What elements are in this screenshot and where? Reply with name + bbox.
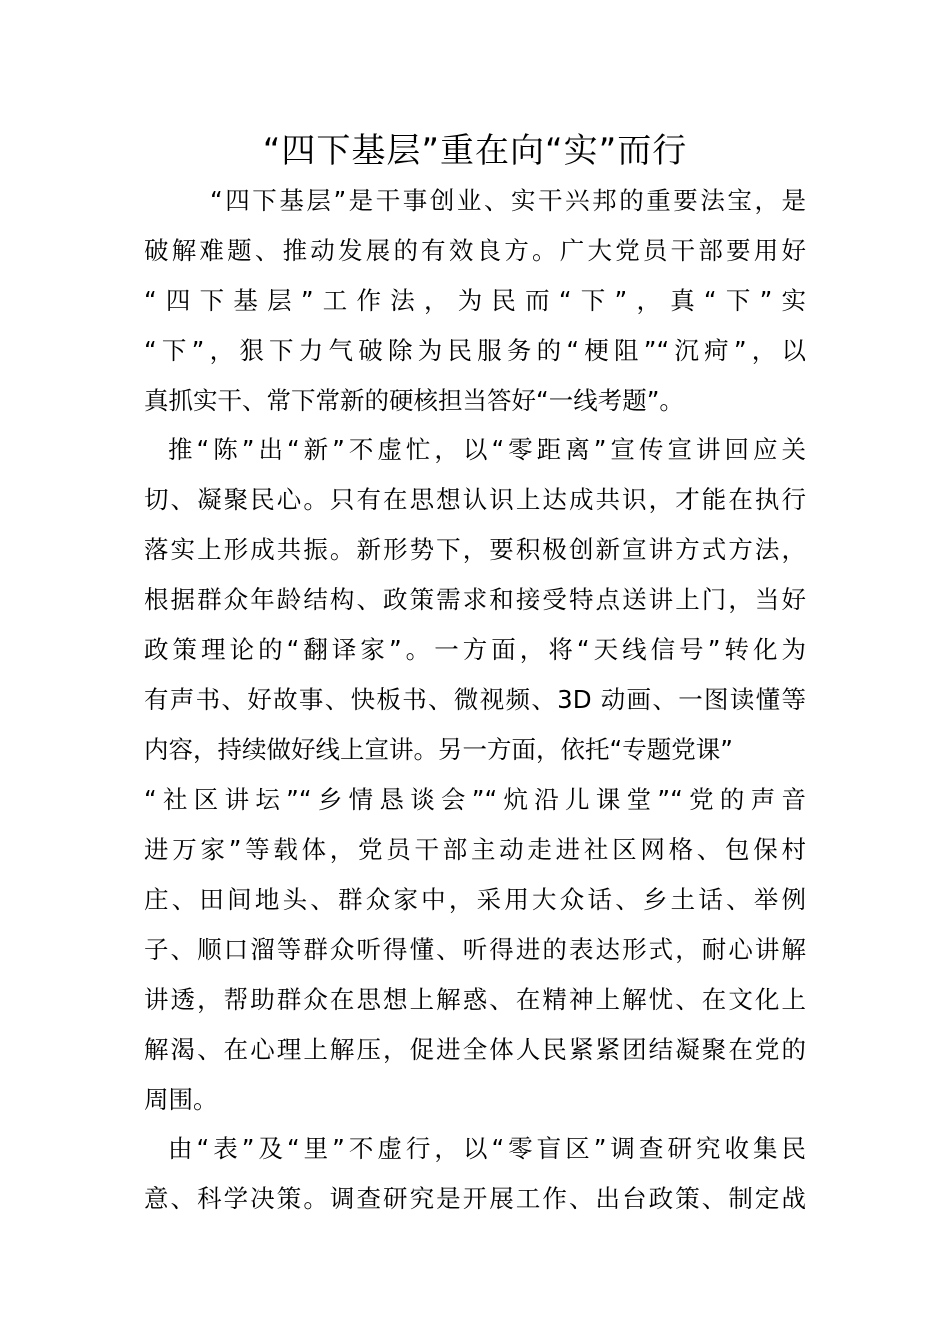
paragraph-line: 由“表”及“里”不虚行，以“零盲区”调查研究收集民 xyxy=(168,1134,806,1163)
paragraph-line: 真抓实干、常下常新的硬核担当答好“一线考题”。 xyxy=(144,386,684,415)
paragraph-line: 庄、田间地头、群众家中，采用大众话、乡土话、举例 xyxy=(144,885,806,914)
paragraph-line: 意、科学决策。调查研究是开展工作、出台政策、制定战 xyxy=(144,1184,806,1213)
paragraph-line: 周围。 xyxy=(144,1085,218,1114)
paragraph-line: 推“陈”出“新”不虚忙，以“零距离”宣传宣讲回应关 xyxy=(168,435,806,464)
paragraph-line: 有声书、好故事、快板书、微视频、3D 动画、一图读懂等 xyxy=(144,685,806,714)
paragraph-line: 政策理论的“翻译家”。一方面，将“天线信号”转化为 xyxy=(144,635,806,664)
paragraph-line: “社区讲坛”“乡情恳谈会”“炕沿儿课堂”“党的声音 xyxy=(144,785,806,814)
paragraph-line: 根据群众年龄结构、政策需求和接受特点送讲上门，当好 xyxy=(144,585,806,614)
paragraph-line: 子、顺口溜等群众听得懂、听得进的表达形式，耐心讲解 xyxy=(144,935,806,964)
paragraph-line: 进万家”等载体，党员干部主动走进社区网格、包保村 xyxy=(144,835,806,864)
paragraph-line: 内容，持续做好线上宣讲。另一方面，依托“专题党课” xyxy=(144,735,733,764)
paragraph-line: “四下基层”是干事创业、实干兴邦的重要法宝，是 xyxy=(210,186,806,215)
paragraph-line: 切、凝聚民心。只有在思想认识上达成共识，才能在执行 xyxy=(144,485,806,514)
paragraph-line: 讲透，帮助群众在思想上解惑、在精神上解忧、在文化上 xyxy=(144,985,806,1014)
paragraph-line: 解渴、在心理上解压，促进全体人民紧紧团结凝聚在党的 xyxy=(144,1035,806,1064)
paragraph-line: “下”，狠下力气破除为民服务的“梗阻”“沉疴”，以 xyxy=(144,336,806,365)
paragraph-line: 落实上形成共振。新形势下，要积极创新宣讲方式方法， xyxy=(144,535,806,564)
paragraph-line: 破解难题、推动发展的有效良方。广大党员干部要用好 xyxy=(144,236,806,265)
paragraph-line: “四下基层”工作法，为民而“下”，真“下”实 xyxy=(144,286,806,315)
document-title: “四下基层”重在向“实”而行 xyxy=(262,131,688,171)
